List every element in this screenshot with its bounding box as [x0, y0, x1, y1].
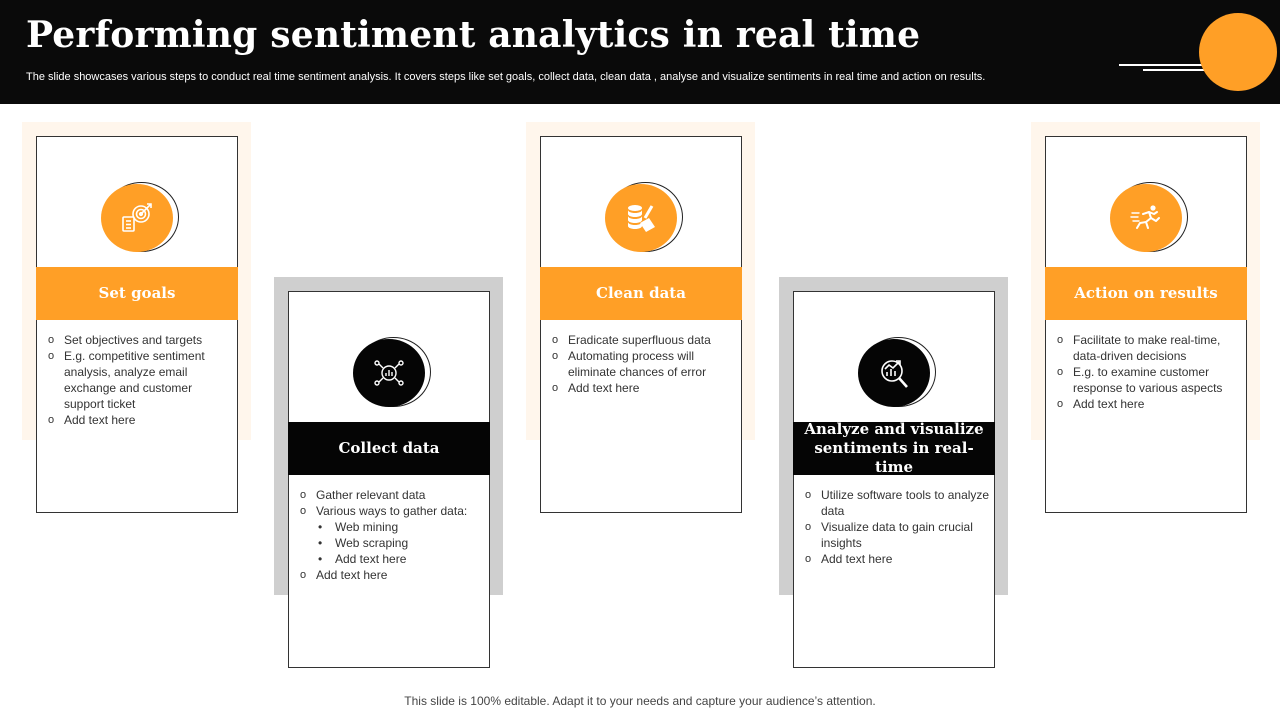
icon-disc [1110, 184, 1182, 252]
page-subtitle: The slide showcases various steps to conduct real time sentiment analysis. It covers steps like set goals, collect data, clean data , analyse and visualize sentiments in real time and action on results. [26, 71, 986, 83]
step-heading: Collect data [288, 422, 490, 475]
step-points [551, 332, 737, 396]
icon-disc [858, 339, 930, 407]
database-broom-icon [624, 201, 658, 235]
sub-list-item: • Web mining [318, 519, 485, 535]
footer-note: This slide is 100% editable. Adapt it to your needs and capture your audience’s attention. [404, 694, 876, 708]
step-heading: Set goals [36, 267, 238, 320]
target-checklist-icon [120, 201, 154, 235]
step-card-clean-data [540, 136, 742, 513]
list-item: o Automating process will eliminate chances of error [551, 348, 737, 380]
decorative-circle [1199, 13, 1277, 91]
step-heading: Clean data [540, 267, 742, 320]
chart-magnifier-icon [877, 356, 911, 390]
step-points [299, 487, 485, 583]
icon-disc [101, 184, 173, 252]
step-icon-holder [353, 337, 431, 409]
list-item-text: Various ways to gather data: [316, 504, 468, 518]
list-item: o E.g. competitive sentiment analysis, analyze email exchange and customer support ticket [47, 348, 233, 412]
icon-disc [605, 184, 677, 252]
step-card-set-goals [36, 136, 238, 513]
step-icon-holder [1110, 182, 1188, 254]
sub-list-item: • Web scraping [318, 535, 485, 551]
step-card-analyze-visualize [793, 291, 995, 668]
data-network-icon [372, 356, 406, 390]
list-item: o Add text here [1056, 396, 1242, 412]
sub-list-item: • Add text here [318, 551, 485, 567]
page-title: Performing sentiment analytics in real time [26, 14, 921, 56]
step-heading: Action on results [1045, 267, 1247, 320]
list-item: o Utilize software tools to analyze data [804, 487, 990, 519]
list-item: o Add text here [804, 551, 990, 567]
step-card-action-on-results [1045, 136, 1247, 513]
icon-disc [353, 339, 425, 407]
step-points [1056, 332, 1242, 412]
header-bar [0, 0, 1280, 104]
step-icon-holder [101, 182, 179, 254]
sub-list [316, 519, 485, 567]
list-item: o Add text here [47, 412, 233, 428]
step-icon-holder [605, 182, 683, 254]
list-item: o Eradicate superfluous data [551, 332, 737, 348]
step-heading: Analyze and visualize sentiments in real-time [793, 422, 995, 475]
running-person-icon [1129, 201, 1163, 235]
list-item: o Gather relevant data [299, 487, 485, 503]
step-points [804, 487, 990, 567]
step-points [47, 332, 233, 428]
list-item [299, 503, 485, 567]
step-card-collect-data [288, 291, 490, 668]
list-item: o Add text here [299, 567, 485, 583]
list-item: o Set objectives and targets [47, 332, 233, 348]
list-item: o Visualize data to gain crucial insights [804, 519, 990, 551]
list-item: o Facilitate to make real-time, data-driven decisions [1056, 332, 1242, 364]
list-item: o E.g. to examine customer response to various aspects [1056, 364, 1242, 396]
step-icon-holder [858, 337, 936, 409]
list-item: o Add text here [551, 380, 737, 396]
